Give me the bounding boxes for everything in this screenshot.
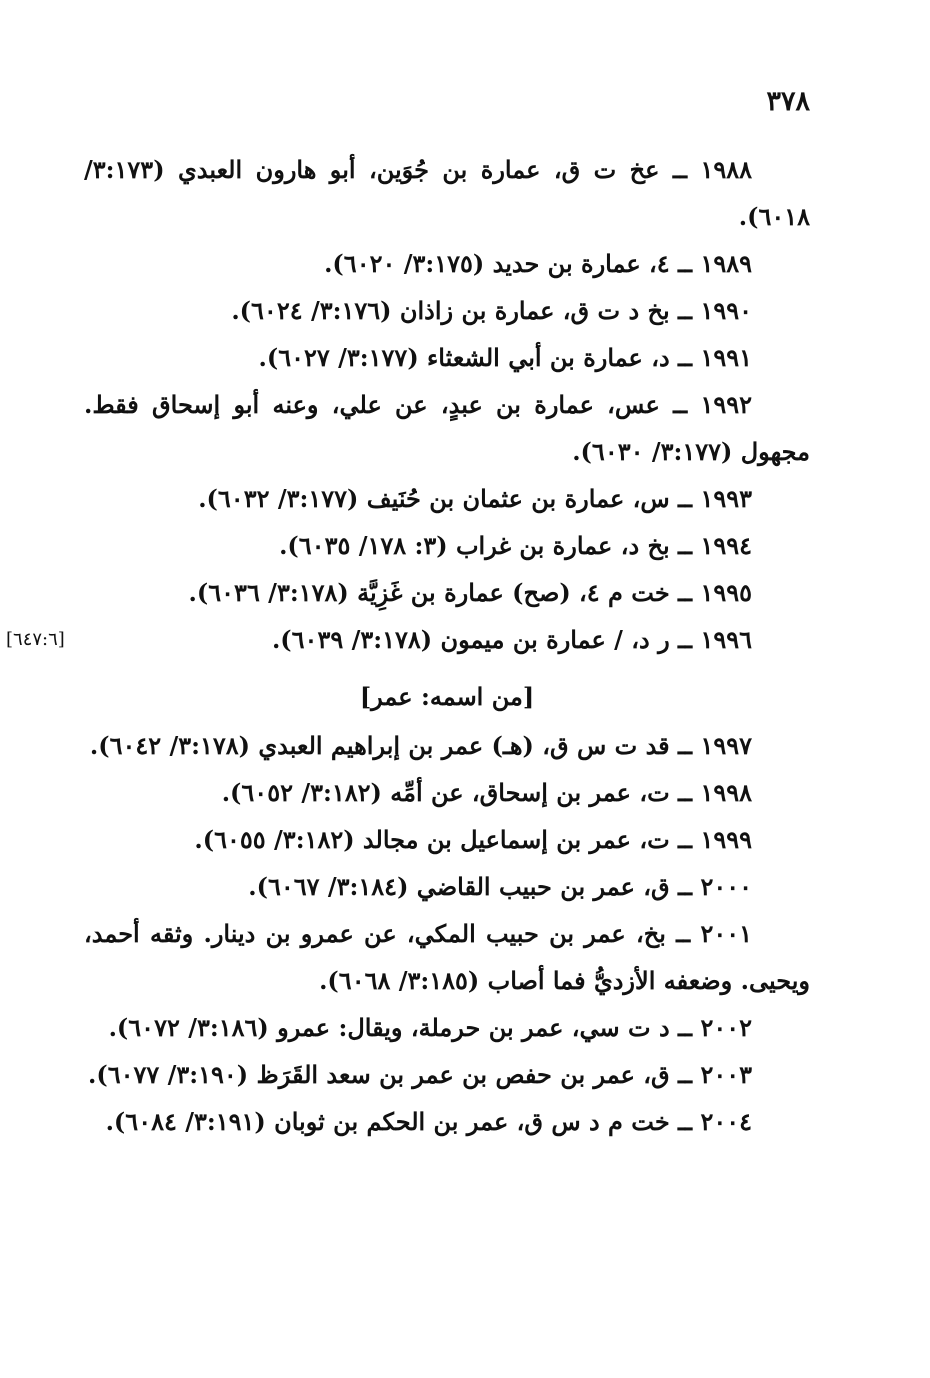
entry-1998: ١٩٩٨ ــ ت، عمر بن إسحاق، عن أمِّه (٣:١٨٢/ ٦٠٥٢). (221, 778, 752, 807)
entry-2003: ٢٠٠٣ ــ ق، عمر بن حفص بن عمر بن سعد القَرَظ (٣:١٩٠/ ٦٠٧٧). (87, 1060, 752, 1089)
entry-1997: ١٩٩٧ ــ قد ت س ق، (هـ) عمر بن إبراهيم العبدي (٣:١٧٨/ ٦٠٤٢). (89, 731, 752, 760)
entry-1990: ١٩٩٠ ــ بخ د ت ق، عمارة بن زاذان (٣:١٧٦/ ٦٠٢٤). (231, 296, 752, 325)
entry-1996-row (6, 616, 810, 663)
entries-list (6, 146, 810, 1145)
entry-1993: ١٩٩٣ ــ س، عمارة بن عثمان بن حُنَيف (٣:١٧٧/ ٦٠٣٢). (198, 484, 752, 513)
entry-1988: ١٩٨٨ ــ عخ ت ق، عمارة بن جُوَين، أبو هارون العبدي (٣:١٧٣/ ٦٠١٨). (84, 155, 810, 231)
entry-1991: ١٩٩١ ــ د، عمارة بن أبي الشعثاء (٣:١٧٧/ ٦٠٢٧). (258, 343, 752, 372)
entry-1992: ١٩٩٢ ــ عس، عمارة بن عبدٍ، عن علي، وعنه أبو إسحاق فقط. مجهول (٣:١٧٧/ ٦٠٣٠). (84, 390, 810, 466)
entry-2002: ٢٠٠٢ ــ د ت سي، عمر بن حرملة، ويقال: عمرو (٣:١٨٦/ ٦٠٧٢). (108, 1013, 752, 1042)
entry-1994: ١٩٩٤ ــ بخ د، عمارة بن غراب (٣: ١٧٨/ ٦٠٣٥). (279, 531, 752, 560)
entry-1996: ١٩٩٦ ــ ر د، / عمارة بن ميمون (٣:١٧٨/ ٦٠٣٩). (271, 625, 752, 654)
entry-2004: ٢٠٠٤ ــ خت م د س ق، عمر بن الحكم بن ثوبان (٣:١٩١/ ٦٠٨٤). (105, 1107, 752, 1136)
entry-1999: ١٩٩٩ ــ ت، عمر بن إسماعيل بن مجالد (٣:١٨٢/ ٦٠٥٥). (194, 825, 752, 854)
entry-1995: ١٩٩٥ ــ خت م ٤، (صح) عمارة بن غَزِيَّة (٣:١٧٨/ ٦٠٣٦). (188, 578, 752, 607)
entry-1989: ١٩٨٩ ــ ٤، عمارة بن حديد (٣:١٧٥/ ٦٠٢٠). (324, 249, 752, 278)
margin-reference-note: [٦٤٧:٦] (6, 629, 65, 650)
entry-2001: ٢٠٠١ ــ بخ، عمر بن حبيب المكي، عن عمرو بن دينار. وثقه أحمد، ويحيى. وضعفه الأزديُّ فما أصاب (٣:١٨٥/ ٦٠٦٨). (84, 919, 810, 995)
entry-2000: ٢٠٠٠ ــ ق، عمر بن حبيب القاضي (٣:١٨٤/ ٦٠٦٧). (248, 872, 752, 901)
section-heading: [من اسمه: عمر] (359, 682, 535, 711)
page-number: ٣٧٨ (766, 86, 810, 117)
